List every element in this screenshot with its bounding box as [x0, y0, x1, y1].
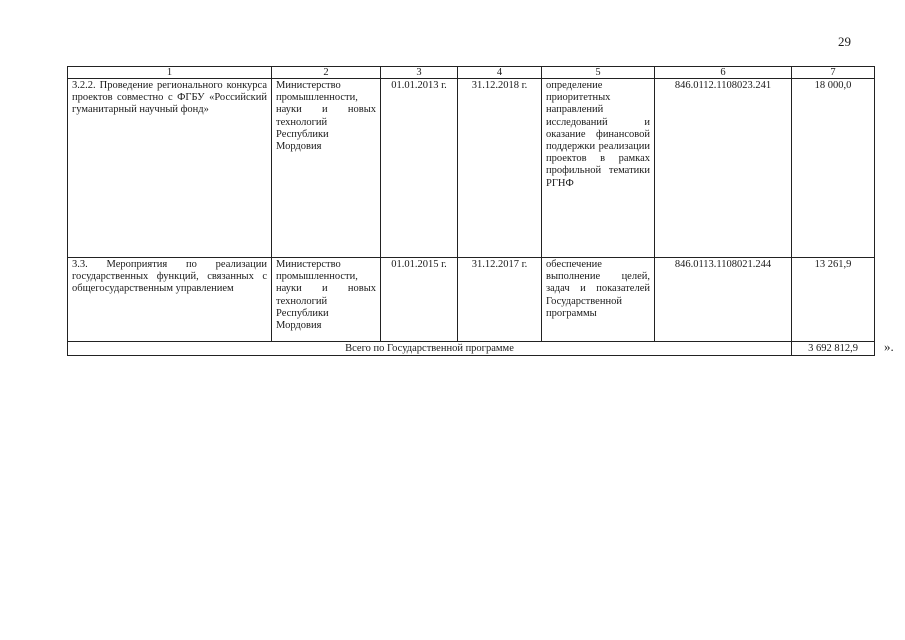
end-date-cell: 31.12.2018 г. — [458, 79, 542, 258]
total-label: Всего по Государственной программе — [68, 342, 792, 356]
budget-code-cell: 846.0113.1108021.244 — [655, 258, 792, 342]
column-number: 2 — [272, 67, 381, 79]
activity-cell: 3.3. Мероприятия по реализации государственных функций, связанных с общегосударственным управлением — [68, 258, 272, 342]
page-number: 29 — [838, 34, 851, 49]
closing-quote: ». — [884, 339, 894, 354]
start-date-cell: 01.01.2015 г. — [381, 258, 458, 342]
executor-cell: Министерство промышленности, науки и новых технологий Республики Мордовия — [272, 79, 381, 258]
executor-cell: Министерство промышленности, науки и новых технологий Республики Мордовия — [272, 258, 381, 342]
activity-cell: 3.2.2. Проведение регионального конкурса проектов совместно с ФГБУ «Российский гуманитарный научный фонд» — [68, 79, 272, 258]
table-row — [68, 258, 875, 342]
program-table — [67, 66, 875, 356]
column-number: 3 — [381, 67, 458, 79]
amount-cell: 18 000,0 — [792, 79, 875, 258]
total-row — [68, 342, 875, 356]
result-cell: определение приоритетных направлений исследований и оказание финансовой поддержки реализации проектов в рамках профильной тематики РГНФ — [542, 79, 655, 258]
table-row — [68, 79, 875, 258]
column-number-row — [68, 67, 875, 79]
start-date-cell: 01.01.2013 г. — [381, 79, 458, 258]
total-amount: 3 692 812,9 — [792, 342, 875, 356]
column-number: 1 — [68, 67, 272, 79]
result-cell: обеспечение выполнение целей, задач и показателей Государственной программы — [542, 258, 655, 342]
budget-code-cell: 846.0112.1108023.241 — [655, 79, 792, 258]
column-number: 7 — [792, 67, 875, 79]
end-date-cell: 31.12.2017 г. — [458, 258, 542, 342]
column-number: 4 — [458, 67, 542, 79]
column-number: 6 — [655, 67, 792, 79]
amount-cell: 13 261,9 — [792, 258, 875, 342]
column-number: 5 — [542, 67, 655, 79]
